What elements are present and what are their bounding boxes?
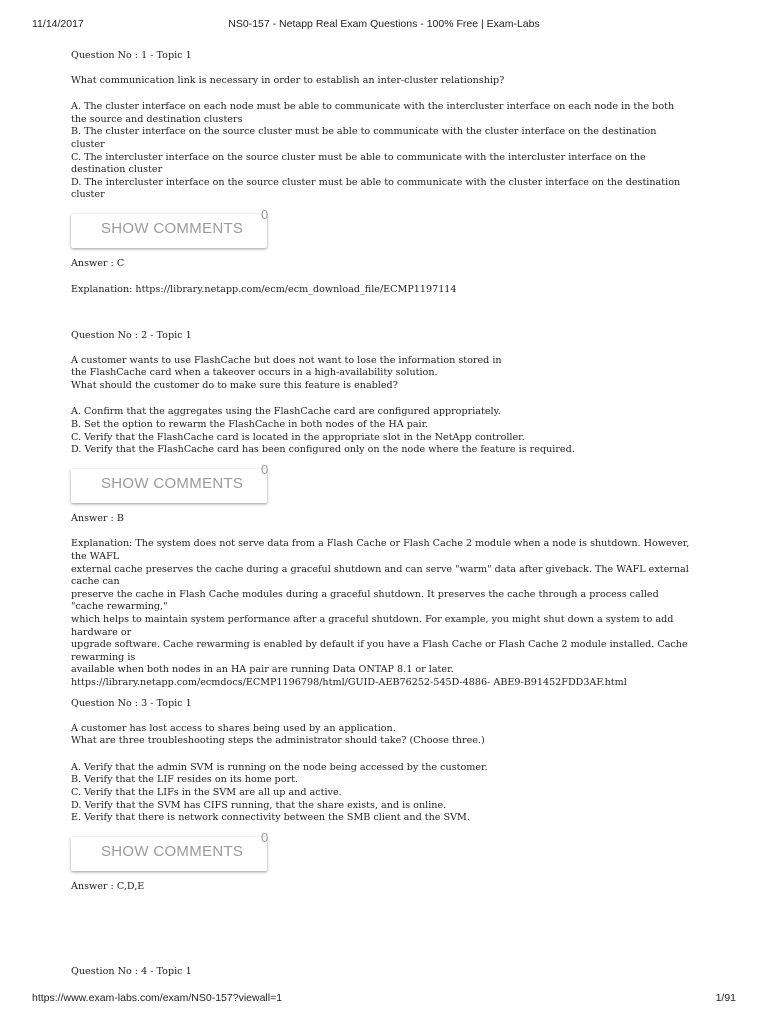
comments-count: 0 bbox=[261, 829, 269, 845]
answer-line: Answer : B bbox=[71, 512, 124, 524]
option-e: E. Verify that there is network connectivity between the SMB client and the SVM. bbox=[71, 812, 470, 824]
stem-line: What communication link is necessary in order to establish an inter-cluster relationship? bbox=[71, 74, 505, 86]
print-footer bbox=[32, 992, 736, 1006]
explanation-line: preserve the cache in Flash Cache modules during a graceful shutdown. It preserves the cache through a process called "cache rewarming," bbox=[71, 588, 659, 613]
explanation-line: Explanation: The system does not serve data from a Flash Cache or Flash Cache 2 module when a node is shutdown. However, the WAFL bbox=[71, 538, 690, 562]
answer-line: Answer : C,D,E bbox=[71, 880, 145, 892]
question-heading: Question No : 1 - Topic 1 bbox=[71, 50, 192, 61]
show-comments-button[interactable] bbox=[71, 206, 269, 248]
option-c: C. The intercluster interface on the source cluster must be able to communicate with the intercluster interface on the destination cluster bbox=[71, 151, 646, 176]
question-block bbox=[71, 698, 691, 893]
option-b: B. Set the option to rewarm the FlashCache in both nodes of the HA pair. bbox=[71, 418, 429, 430]
explanation-line: which helps to maintain system performance after a graceful shutdown. For example, you might shut down a system to add hardware or bbox=[71, 613, 674, 638]
answer-options bbox=[71, 762, 691, 825]
option-d: D. Verify that the FlashCache card has been configured only on the node where the feature is required. bbox=[71, 444, 575, 456]
stem-line: A customer has lost access to shares being used by an application. bbox=[71, 722, 396, 734]
explanation-line: https://library.netapp.com/ecmdocs/ECMP1196798/html/GUID-AEB76252-545D-4886- ABE9-B91452FDD3AF.html bbox=[71, 676, 627, 688]
comments-count: 0 bbox=[261, 461, 269, 477]
stem-line: A customer wants to use FlashCache but does not want to lose the information stored in bbox=[71, 354, 502, 366]
option-d: D. Verify that the SVM has CIFS running, that the share exists, and is online. bbox=[71, 799, 447, 811]
option-a: A. Confirm that the aggregates using the FlashCache card are configured appropriately. bbox=[71, 406, 501, 418]
comments-count: 0 bbox=[261, 206, 269, 222]
question-heading: Question No : 4 - Topic 1 bbox=[71, 966, 192, 977]
answer-line: Answer : C bbox=[71, 257, 125, 269]
option-b: B. Verify that the LIF resides on its home port. bbox=[71, 774, 298, 786]
stem-line: the FlashCache card when a takeover occurs in a high-availability solution. bbox=[71, 367, 438, 379]
question-block bbox=[71, 50, 691, 296]
show-comments-label: SHOW COMMENTS bbox=[101, 842, 244, 860]
option-c: C. Verify that the FlashCache card is located in the appropriate slot in the NetApp controller. bbox=[71, 431, 525, 443]
question-block bbox=[71, 330, 691, 689]
explanation-line: Explanation: https://library.netapp.com/ecm/ecm_download_file/ECMP1197114 bbox=[71, 283, 457, 295]
option-d: D. The intercluster interface on the source cluster must be able to communicate with the cluster interface on the destination cluster bbox=[71, 176, 681, 201]
explanation-line: available when both nodes in an HA pair are running Data ONTAP 8.1 or later. bbox=[71, 664, 454, 676]
show-comments-button[interactable] bbox=[71, 461, 269, 503]
show-comments-label: SHOW COMMENTS bbox=[101, 219, 244, 237]
show-comments-label: SHOW COMMENTS bbox=[101, 474, 244, 492]
print-header bbox=[32, 18, 736, 32]
option-a: A. Verify that the admin SVM is running on the node being accessed by the customer. bbox=[71, 761, 488, 773]
question-heading: Question No : 2 - Topic 1 bbox=[71, 330, 192, 341]
option-c: C. Verify that the LIFs in the SVM are all up and active. bbox=[71, 786, 342, 798]
print-date: 11/14/2017 bbox=[32, 18, 84, 30]
show-comments-button[interactable] bbox=[71, 829, 269, 871]
question-stem bbox=[71, 723, 691, 748]
page-title: NS0-157 - Netapp Real Exam Questions - 100% Free | Exam-Labs bbox=[228, 18, 540, 30]
stem-line: What are three troubleshooting steps the administrator should take? (Choose three.) bbox=[71, 735, 485, 747]
page-url: https://www.exam-labs.com/exam/NS0-157?viewall=1 bbox=[32, 992, 283, 1004]
answer-options bbox=[71, 101, 691, 202]
question-heading: Question No : 3 - Topic 1 bbox=[71, 698, 192, 709]
question-block bbox=[71, 966, 691, 979]
option-a: A. The cluster interface on each node must be able to communicate with the intercluster interface on each node in the both the source and destination clusters bbox=[71, 101, 675, 125]
question-stem bbox=[71, 75, 691, 88]
explanation-line: upgrade software. Cache rewarming is enabled by default if you have a Flash Cache or Flash Cache 2 module installed. Cache rewarming is bbox=[71, 639, 688, 663]
option-b: B. The cluster interface on the source cluster must be able to communicate with the cluster interface on the destination cluster bbox=[71, 126, 657, 150]
question-stem bbox=[71, 355, 691, 393]
page-number: 1/91 bbox=[715, 992, 736, 1004]
stem-line: What should the customer do to make sure this feature is enabled? bbox=[71, 379, 398, 391]
answer-options bbox=[71, 406, 691, 456]
explanation bbox=[71, 538, 691, 689]
explanation-line: external cache preserves the cache during a graceful shutdown and can serve "warm" data after giveback. The WAFL external cache can bbox=[71, 563, 689, 588]
